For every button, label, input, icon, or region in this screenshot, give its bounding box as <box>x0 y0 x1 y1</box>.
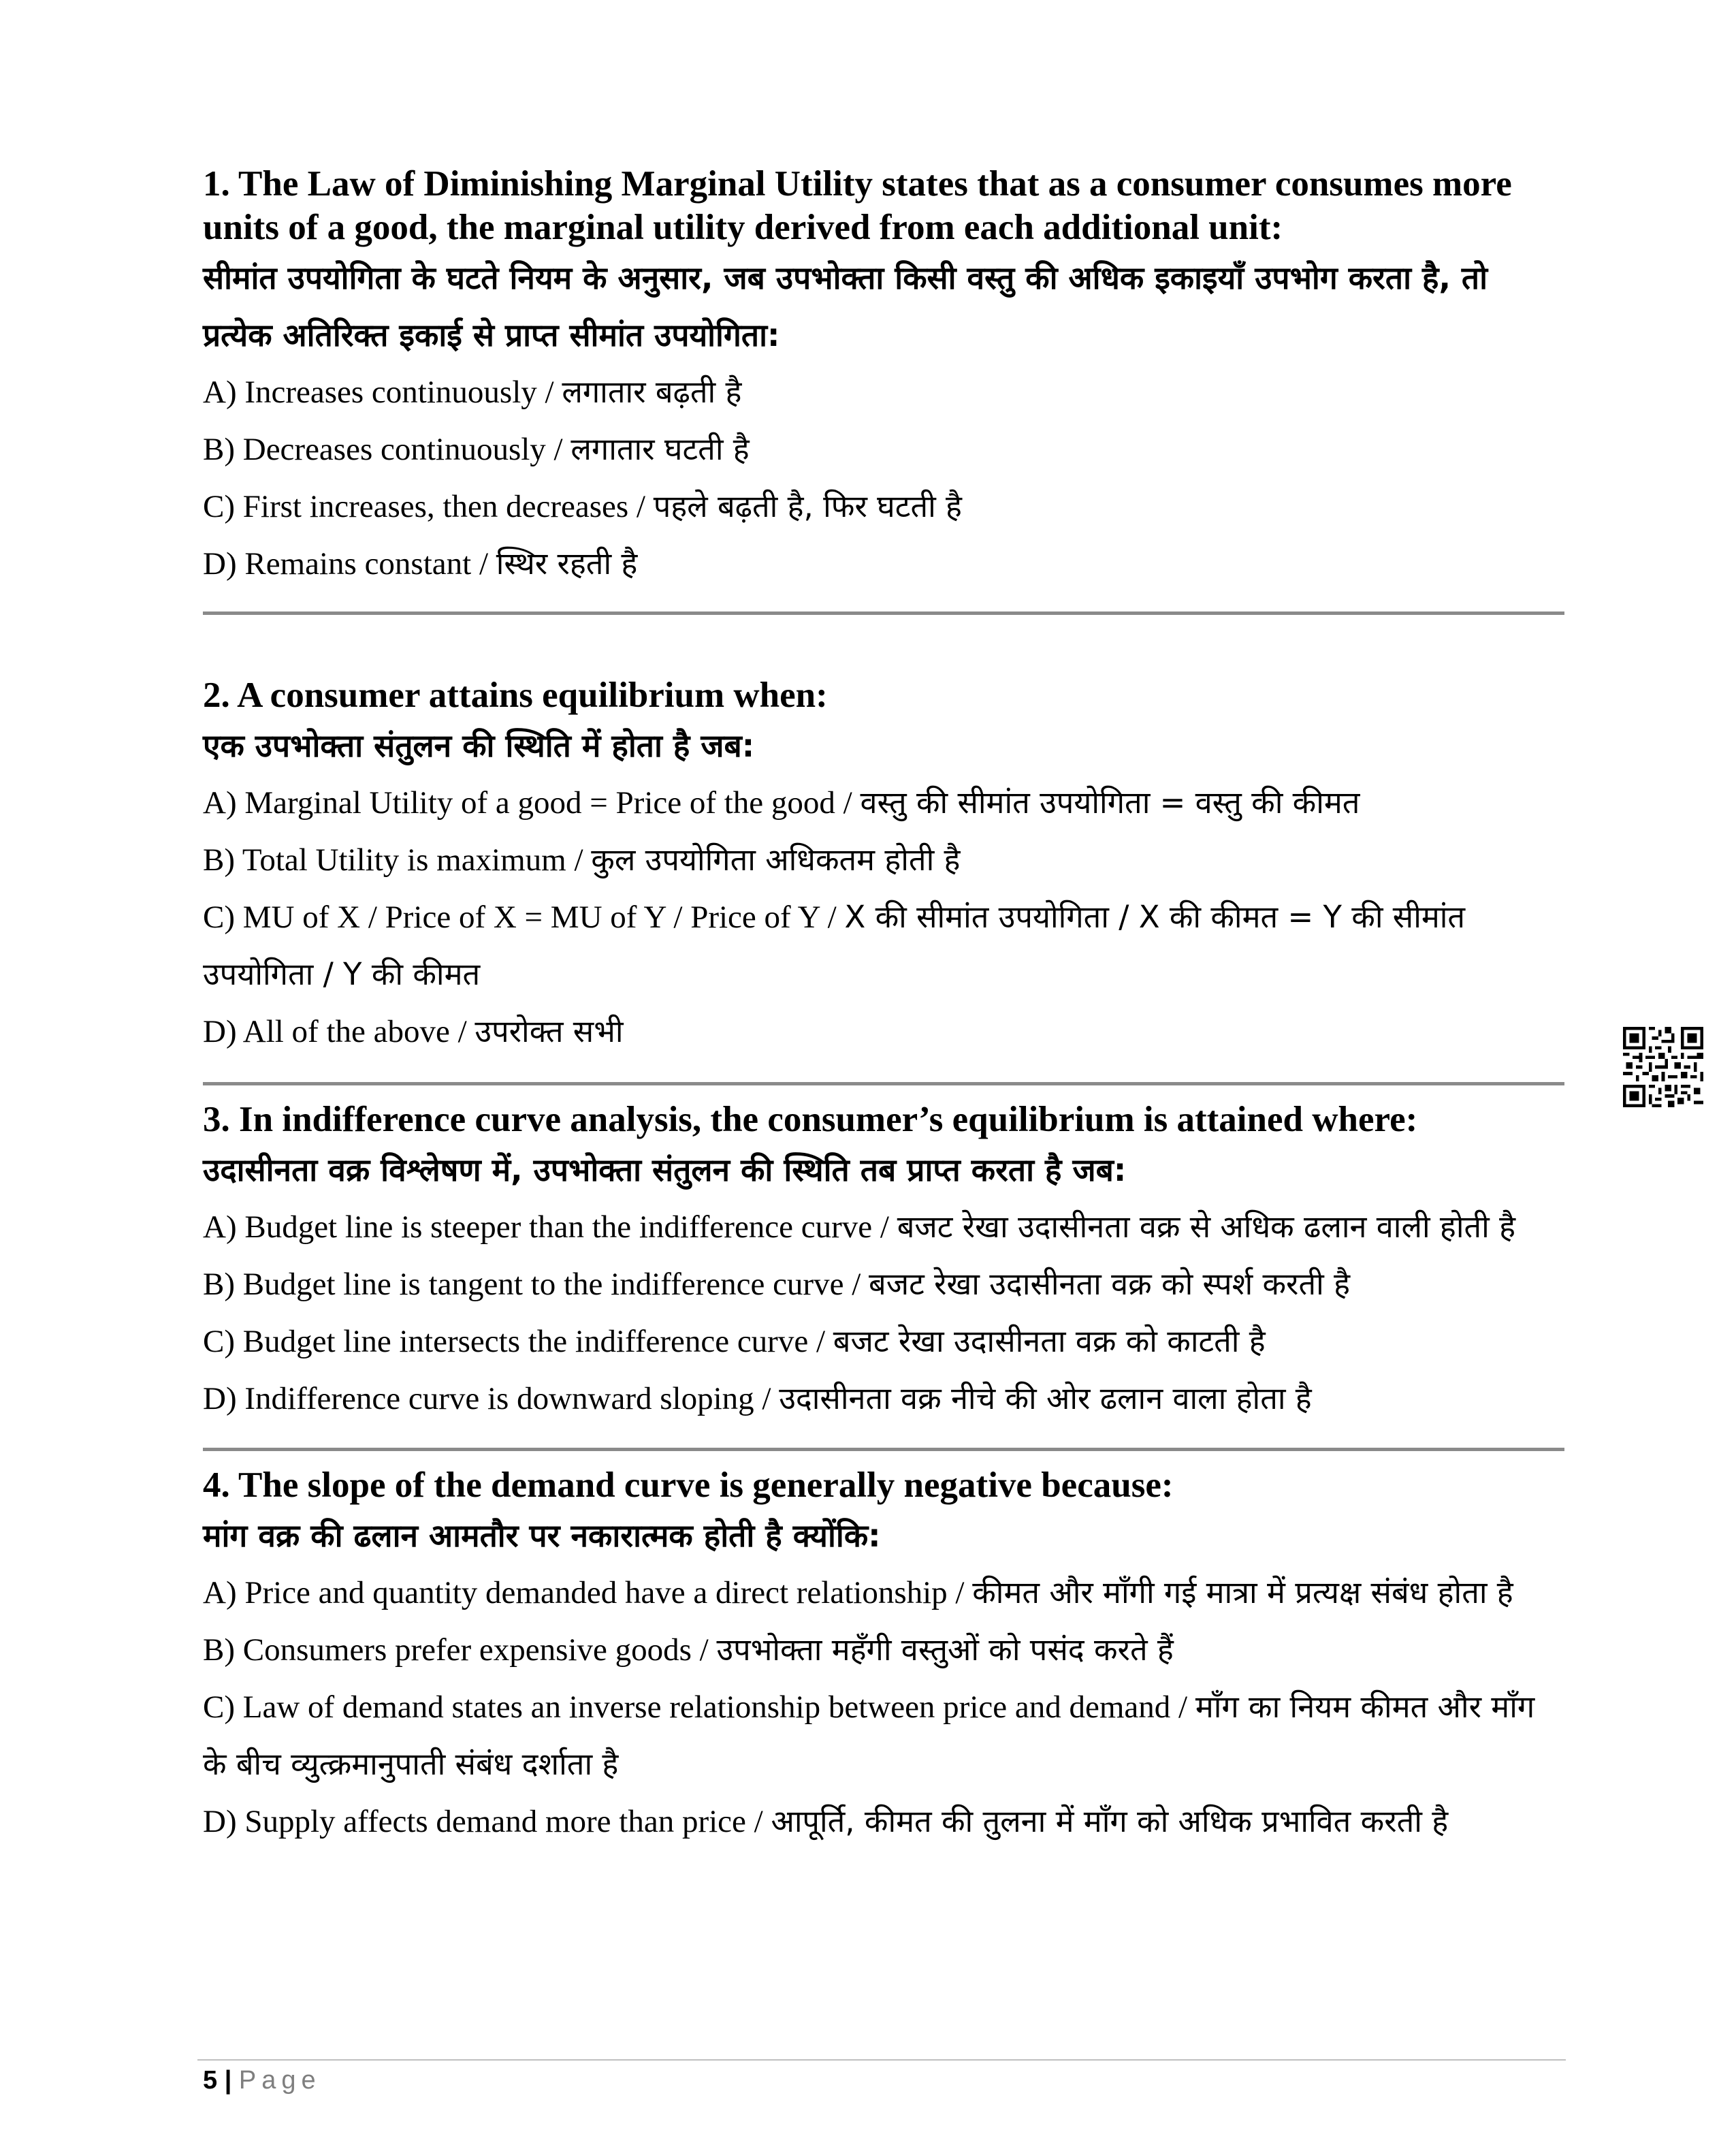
option-text-english: A) Budget line is steeper than the indifference curve / <box>203 1209 897 1245</box>
option-text-hindi: कीमत और माँगी गई मात्रा में प्रत्यक्ष संबंध होता है <box>972 1574 1513 1610</box>
option-text-hindi: उदासीनता वक्र नीचे की ओर ढलान वाला होता है <box>779 1380 1312 1416</box>
question-1-option-d <box>203 535 1564 592</box>
page-footer <box>203 2063 321 2097</box>
option-text-english: B) Budget line is tangent to the indifference curve / <box>203 1267 869 1302</box>
option-text-hindi: आपूर्ति, कीमत की तुलना में माँग को अधिक प्रभावित करती है <box>771 1803 1449 1839</box>
question-3-option-c <box>203 1313 1564 1370</box>
divider <box>203 611 1564 615</box>
option-text-english: A) Marginal Utility of a good = Price of the good / <box>203 785 861 821</box>
question-3-text-english: 3. In indifference curve analysis, the consumer’s equilibrium is attained where: <box>203 1100 1418 1139</box>
option-text-hindi: कुल उपयोगिता अधिकतम होती है <box>591 842 961 878</box>
page-content <box>203 162 1564 1850</box>
option-text-english: B) Consumers prefer expensive goods / <box>203 1632 717 1668</box>
question-2-option-a <box>203 774 1564 831</box>
option-text-hindi: वस्तु की सीमांत उपयोगिता = वस्तु की कीमत <box>860 784 1360 821</box>
option-text-hindi: बजट रेखा उदासीनता वक्र को काटती है <box>833 1323 1266 1359</box>
option-text-english: C) Budget line intersects the indifference curve / <box>203 1324 833 1359</box>
option-text-english: C) MU of X / Price of X = MU of Y / Price of Y / <box>203 900 845 935</box>
question-4-option-c <box>203 1679 1564 1793</box>
question-1-text-english: 1. The Law of Diminishing Marginal Utility states that as a consumer consumes more units of a good, the marginal utility derived from each additional unit: <box>203 164 1512 247</box>
option-text-hindi: पहले बढ़ती है, फिर घटती है <box>653 488 962 524</box>
question-3-option-d <box>203 1370 1564 1427</box>
divider <box>203 1082 1564 1085</box>
divider <box>203 1448 1564 1451</box>
option-text-english: D) Indifference curve is downward sloping / <box>203 1381 779 1416</box>
question-2-option-c <box>203 889 1564 1003</box>
question-1-option-c <box>203 478 1564 535</box>
question-2-text-hindi: एक उपभोक्ता संतुलन की स्थिति में होता है जब: <box>203 727 755 764</box>
option-text-english: D) Supply affects demand more than price / <box>203 1804 771 1839</box>
option-text-english: A) Increases continuously / <box>203 375 562 410</box>
question-4-option-b <box>203 1621 1564 1679</box>
qr-code-icon <box>1623 1027 1703 1107</box>
option-text-hindi: स्थिर रहती है <box>496 545 638 582</box>
option-text-english: B) Total Utility is maximum / <box>203 842 592 878</box>
option-text-english: D) Remains constant / <box>203 546 496 582</box>
option-text-hindi: बजट रेखा उदासीनता वक्र को स्पर्श करती है <box>869 1266 1350 1302</box>
question-1-text-hindi: सीमांत उपयोगिता के घटते नियम के अनुसार, जब उपभोक्ता किसी वस्तु की अधिक इकाइयाँ उपभोग करता है, तो प्रत्येक अतिरिक्त इकाई से प्राप्त सीमांत उपयोगिता: <box>203 259 1488 353</box>
option-text-hindi: माँग का नियम कीमत और माँग के बीच व्युत्क्रमानुपाती संबंध दर्शाता है <box>203 1689 1535 1782</box>
footer-separator: | <box>217 2066 239 2095</box>
option-text-english: C) Law of demand states an inverse relationship between price and demand / <box>203 1689 1195 1725</box>
question-2-text-english: 2. A consumer attains equilibrium when: <box>203 676 828 715</box>
question-2-option-d <box>203 1003 1564 1060</box>
question-4-option-a <box>203 1564 1564 1621</box>
footer-divider <box>197 2059 1566 2061</box>
option-text-hindi: उपरोक्त सभी <box>475 1013 624 1049</box>
question-3-text-hindi: उदासीनता वक्र विश्लेषण में, उपभोक्ता संतुलन की स्थिति तब प्राप्त करता है जब: <box>203 1151 1127 1188</box>
option-text-english: A) Price and quantity demanded have a direct relationship / <box>203 1575 973 1610</box>
question-4-text-hindi: मांग वक्र की ढलान आमतौर पर नकारात्मक होती है क्योंकि: <box>203 1517 881 1554</box>
option-text-hindi: लगातार घटती है <box>570 431 750 467</box>
question-3-option-b <box>203 1256 1564 1313</box>
page-number: 5 <box>203 2066 218 2095</box>
option-text-hindi: लगातार बढ़ती है <box>562 374 742 410</box>
option-text-hindi: उपभोक्ता महँगी वस्तुओं को पसंद करते हैं <box>716 1632 1174 1668</box>
question-2 <box>203 673 1564 1060</box>
question-1-option-a <box>203 364 1564 421</box>
question-1 <box>203 162 1564 592</box>
option-text-english: B) Decreases continuously / <box>203 432 571 467</box>
page-word: Page <box>238 2066 321 2095</box>
question-4 <box>203 1463 1564 1850</box>
question-1-option-b <box>203 421 1564 478</box>
question-4-option-d <box>203 1793 1564 1850</box>
question-3 <box>203 1098 1564 1427</box>
question-3-option-a <box>203 1198 1564 1256</box>
option-text-english: C) First increases, then decreases / <box>203 489 654 524</box>
option-text-english: D) All of the above / <box>203 1014 475 1049</box>
option-text-hindi: बजट रेखा उदासीनता वक्र से अधिक ढलान वाली होती है <box>897 1209 1515 1245</box>
option-text-hindi: X की सीमांत उपयोगिता / X की कीमत = Y की सीमांत उपयोगिता / Y की कीमत <box>203 899 1466 992</box>
question-2-option-b <box>203 831 1564 889</box>
question-4-text-english: 4. The slope of the demand curve is generally negative because: <box>203 1465 1174 1505</box>
